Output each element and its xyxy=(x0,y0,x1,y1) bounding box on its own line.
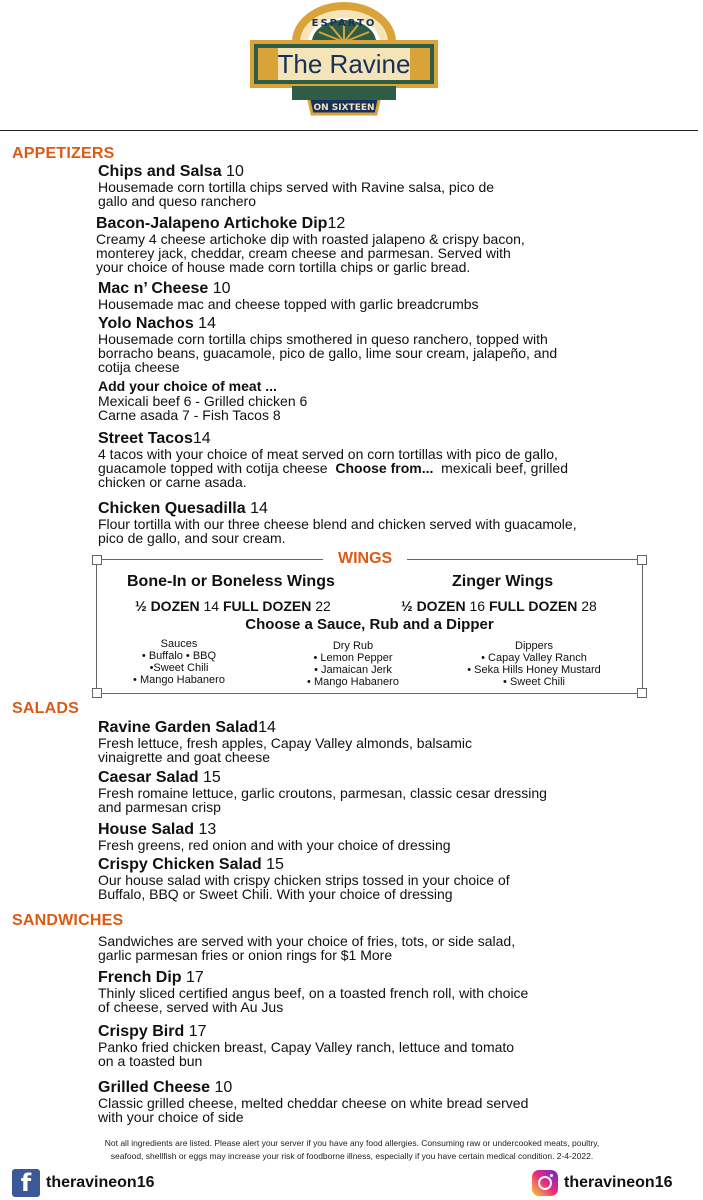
choose-from-label: Choose from... xyxy=(335,460,434,476)
menu-item xyxy=(96,216,686,274)
facebook-link[interactable] xyxy=(12,1169,154,1197)
item-desc: Creamy 4 cheese artichoke dip with roasted jalapeno & crispy bacon, xyxy=(96,231,525,247)
item-desc: Fresh romaine lettuce, garlic croutons, parmesan, classic cesar dressing xyxy=(98,785,547,801)
item-price: 10 xyxy=(214,1079,233,1096)
menu-item xyxy=(98,431,688,489)
intro-line: Sandwiches are served with your choice of fries, tots, or side salad, xyxy=(98,933,516,949)
list-item: • Sweet Chili xyxy=(503,676,565,688)
menu-item xyxy=(98,1080,688,1124)
item-name: House Salad xyxy=(98,821,195,838)
item-price: 10 xyxy=(226,163,244,180)
item-price: 10 xyxy=(212,280,231,297)
item-price: 15 xyxy=(202,769,221,786)
price: 28 xyxy=(581,598,597,614)
logo-main-text: The Ravine xyxy=(277,49,411,79)
item-name: Caesar Salad xyxy=(98,769,199,786)
item-desc: gallo and queso ranchero xyxy=(98,193,257,209)
menu-item xyxy=(98,770,688,814)
item-name: French Dip xyxy=(98,969,182,986)
item-desc: Panko fried chicken breast, Capay Valley ranch, lettuce and tomato xyxy=(98,1039,515,1055)
item-name: Crispy Chicken Salad xyxy=(98,856,262,873)
menu-item xyxy=(98,281,688,311)
item-desc: Fresh lettuce, fresh apples, Capay Valley almonds, balsamic xyxy=(98,735,473,751)
restaurant-logo xyxy=(248,2,440,124)
list-item: • Mango Habanero xyxy=(307,676,399,688)
item-price: 14 xyxy=(258,719,276,736)
allergy-footnote xyxy=(50,1137,654,1163)
item-desc: mexicali beef, grilled xyxy=(433,460,569,476)
item-desc: Housemade corn tortilla chips served with Ravine salsa, pico de xyxy=(98,179,495,195)
menu-item xyxy=(98,501,688,545)
footnote-line: seafood, shellfish or eggs may increase your risk of foodborne illness, especially if you have certain medical condition. 2-4-2022. xyxy=(110,1151,594,1161)
list-item: • Seka Hills Honey Mustard xyxy=(467,664,601,676)
item-price: 14 xyxy=(192,430,211,447)
item-name: Yolo Nachos xyxy=(98,315,194,332)
list-item: • Jamaican Jerk xyxy=(314,664,392,676)
item-name: Mac n’ Cheese xyxy=(98,280,209,297)
item-name: Chicken Quesadilla xyxy=(98,500,246,517)
item-price: 13 xyxy=(198,821,217,838)
intro-line: garlic parmesan fries or onion rings for $1 More xyxy=(98,947,393,963)
wings-zinger-title: Zinger Wings xyxy=(452,573,554,590)
item-desc: Buffalo, BBQ or Sweet Chili. With your choice of dressing xyxy=(98,886,453,902)
item-desc: and parmesan crisp xyxy=(98,799,221,815)
item-desc: chicken or carne asada. xyxy=(98,474,247,490)
wings-bone-in-title: Bone-In or Boneless Wings xyxy=(127,573,335,590)
item-name: Bacon-Jalapeno Artichoke Dip xyxy=(96,215,328,232)
wings-box xyxy=(96,550,643,694)
menu-item xyxy=(98,164,688,208)
item-desc: of cheese, served with Au Jus xyxy=(98,999,284,1015)
addon-title: Add your choice of meat ... xyxy=(98,378,277,394)
addon-line: Mexicali beef 6 - Grilled chicken 6 xyxy=(98,393,308,409)
item-name: Grilled Cheese xyxy=(98,1079,211,1096)
item-desc: borracho beans, guacamole, pico de gallo, lime sour cream, jalapeño, and xyxy=(98,345,558,361)
addon-line: Carne asada 7 - Fish Tacos 8 xyxy=(98,407,281,423)
item-price: 17 xyxy=(188,1023,207,1040)
section-title-wings: WINGS xyxy=(323,550,407,568)
box-corner xyxy=(637,555,647,565)
item-desc: Thinly sliced certified angus beef, on a toasted french roll, with choice xyxy=(98,985,529,1001)
sauces-list xyxy=(121,638,237,686)
instagram-handle: theravineon16 xyxy=(564,1174,673,1191)
item-desc: Classic grilled cheese, melted cheddar cheese on white bread served xyxy=(98,1095,529,1111)
section-title-salads: SALADS xyxy=(12,700,79,717)
price: 22 xyxy=(315,598,331,614)
item-desc: Flour tortilla with our three cheese blend and chicken served with guacamole, xyxy=(98,516,577,532)
price: 16 xyxy=(469,598,486,614)
item-desc: Our house salad with crispy chicken strips tossed in your choice of xyxy=(98,872,510,888)
item-desc: pico de gallo, and sour cream. xyxy=(98,530,286,546)
item-desc: cotija cheese xyxy=(98,359,180,375)
list-item: • Buffalo • BBQ xyxy=(141,650,217,662)
menu-item xyxy=(98,857,688,901)
item-price: 14 xyxy=(250,500,268,517)
list-item: •Sweet Chili xyxy=(149,662,209,674)
item-desc: Housemade corn tortilla chips smothered in queso ranchero, topped with xyxy=(98,331,548,347)
rubs-list xyxy=(293,640,413,688)
instagram-link[interactable] xyxy=(532,1169,672,1197)
logo-sub-text: ON SIXTEEN xyxy=(313,103,375,113)
item-desc: your choice of house made corn tortilla chips or garlic bread. xyxy=(96,259,471,275)
item-name: Crispy Bird xyxy=(98,1023,185,1040)
list-title: Sauces xyxy=(160,638,198,650)
list-item: • Capay Valley Ranch xyxy=(481,652,587,664)
box-corner xyxy=(92,688,102,698)
item-price: 12 xyxy=(327,215,346,232)
facebook-icon: f xyxy=(12,1169,40,1197)
box-corner xyxy=(637,688,647,698)
meat-addon xyxy=(98,379,688,422)
item-name: Ravine Garden Salad xyxy=(98,719,259,736)
list-item: • Lemon Pepper xyxy=(313,652,393,664)
item-desc: 4 tacos with your choice of meat served on corn tortillas with pico de gallo, xyxy=(98,446,558,462)
item-desc: on a toasted bun xyxy=(98,1053,203,1069)
item-desc: guacamole topped with cotija cheese xyxy=(98,460,336,476)
list-title: Dry Rub xyxy=(332,640,374,652)
dozen-label: ½ DOZEN xyxy=(135,598,200,614)
section-title-appetizers: APPETIZERS xyxy=(12,145,115,162)
box-corner xyxy=(92,555,102,565)
dippers-list xyxy=(459,640,609,688)
item-desc: Fresh greens, red onion and with your choice of dressing xyxy=(98,837,451,853)
list-item: • Mango Habanero xyxy=(133,674,225,686)
sandwiches-intro xyxy=(98,934,688,962)
dozen-label: ½ DOZEN xyxy=(401,598,466,614)
section-title-sandwiches: SANDWICHES xyxy=(12,912,124,929)
instagram-icon xyxy=(532,1170,558,1196)
wings-choose-text: Choose a Sauce, Rub and a Dipper xyxy=(245,616,494,633)
item-desc: monterey jack, cheddar, cream cheese and parmesan. Served with xyxy=(96,245,511,261)
menu-item xyxy=(98,1024,688,1068)
item-desc: vinaigrette and goat cheese xyxy=(98,749,271,765)
price: 14 xyxy=(203,598,220,614)
dozen-label: FULL DOZEN xyxy=(488,598,578,614)
menu-item xyxy=(98,316,688,374)
menu-item xyxy=(98,822,688,852)
item-price: 14 xyxy=(198,315,216,332)
menu-item xyxy=(98,720,688,764)
footnote-line: Not all ingredients are listed. Please alert your server if you have any food allergies. Consuming raw or undercooked meats, poultry, xyxy=(104,1138,600,1148)
list-title: Dippers xyxy=(515,640,553,652)
item-desc: Housemade mac and cheese topped with garlic breadcrumbs xyxy=(98,296,479,312)
item-price: 17 xyxy=(186,969,204,986)
item-name: Chips and Salsa xyxy=(98,163,222,180)
dozen-label: FULL DOZEN xyxy=(222,598,312,614)
header-divider xyxy=(0,130,698,131)
item-name: Street Tacos xyxy=(98,430,193,447)
menu-item xyxy=(98,970,688,1014)
item-desc: with your choice of side xyxy=(98,1109,244,1125)
logo-top-text: ESPARTO xyxy=(311,18,377,29)
facebook-handle: theravineon16 xyxy=(46,1174,155,1191)
item-price: 15 xyxy=(266,856,284,873)
